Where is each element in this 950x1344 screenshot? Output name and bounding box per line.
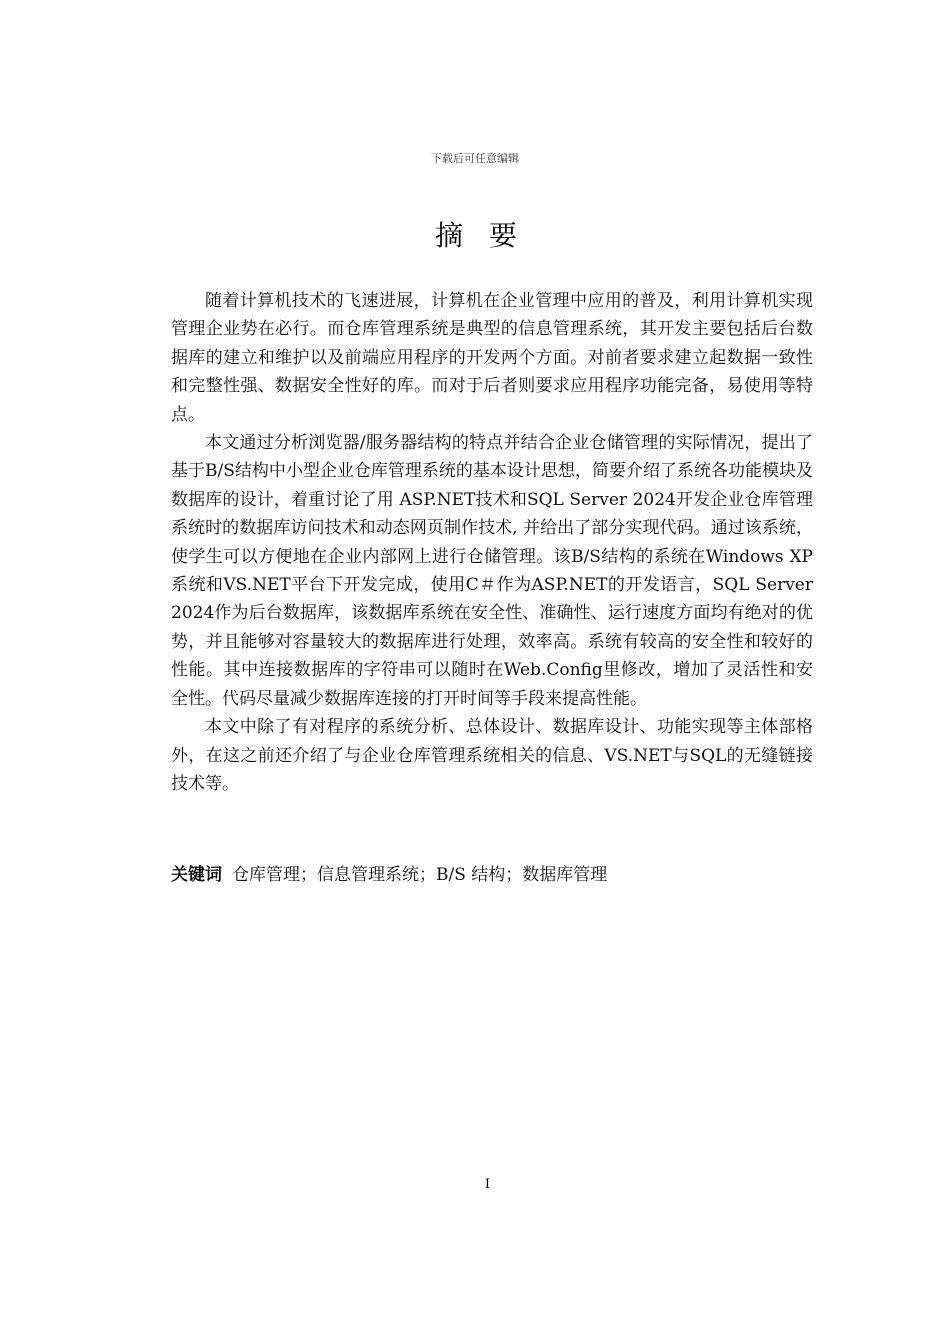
abstract-body <box>171 287 813 798</box>
abstract-paragraph-1: 随着计算机技术的飞速进展，计算机在企业管理中应用的普及，利用计算机实现管理企业势在必行。而仓库管理系统是典型的信息管理系统，其开发主要包括后台数据库的建立和维护以及前端应用程序的开发两个方面。对前者要求建立起数据一致性和完整性强、数据安全性好的库。而对于后者则要求应用程序功能完备，易使用等特点。 <box>171 291 813 425</box>
keywords-label: 关键词 <box>171 865 222 885</box>
abstract-title: 摘要 <box>434 219 543 252</box>
keywords-line <box>171 863 813 887</box>
keywords-text: 仓库管理；信息管理系统；B/S 结构；数据库管理 <box>232 865 608 885</box>
page-header-note: 下载后可任意编辑 <box>431 152 519 165</box>
abstract-paragraph-3: 本文中除了有对程序的系统分析、总体设计、数据库设计、功能实现等主体部格外，在这之前还介绍了与企业仓库管理系统相关的信息、VS.NET与SQL的无缝链接技术等。 <box>171 717 813 794</box>
abstract-paragraph-2: 本文通过分析浏览器/服务器结构的特点并结合企业仓储管理的实际情况，提出了基于B/S结构中小型企业仓库管理系统的基本设计思想，简要介绍了系统各功能模块及数据库的设计，着重讨论了用 ASP.NET技术和SQL Server 2024开发企业仓库管理系统时的数据库访问技术和动态网页制作技术, 并给出了部分实现代码。通过该系统，使学生可以方便地在企业内部网上进行仓储管理。该B/S结构的系统在Windows XP系统和VS.NET平台下开发完成，使用C＃作为ASP.NET的开发语言，SQL Server 2024作为后台数据库，该数据库系统在安全性、准确性、运行速度方面均有绝对的优势，并且能够对容量较大的数据库进行处理，效率高。系统有较高的安全性和较好的性能。其中连接数据库的字符串可以随时在Web.Config里修改，增加了灵活性和安全性。代码尽量减少数据库连接的打开时间等手段来提高性能。 <box>171 433 813 709</box>
page-number: I <box>484 1177 491 1192</box>
